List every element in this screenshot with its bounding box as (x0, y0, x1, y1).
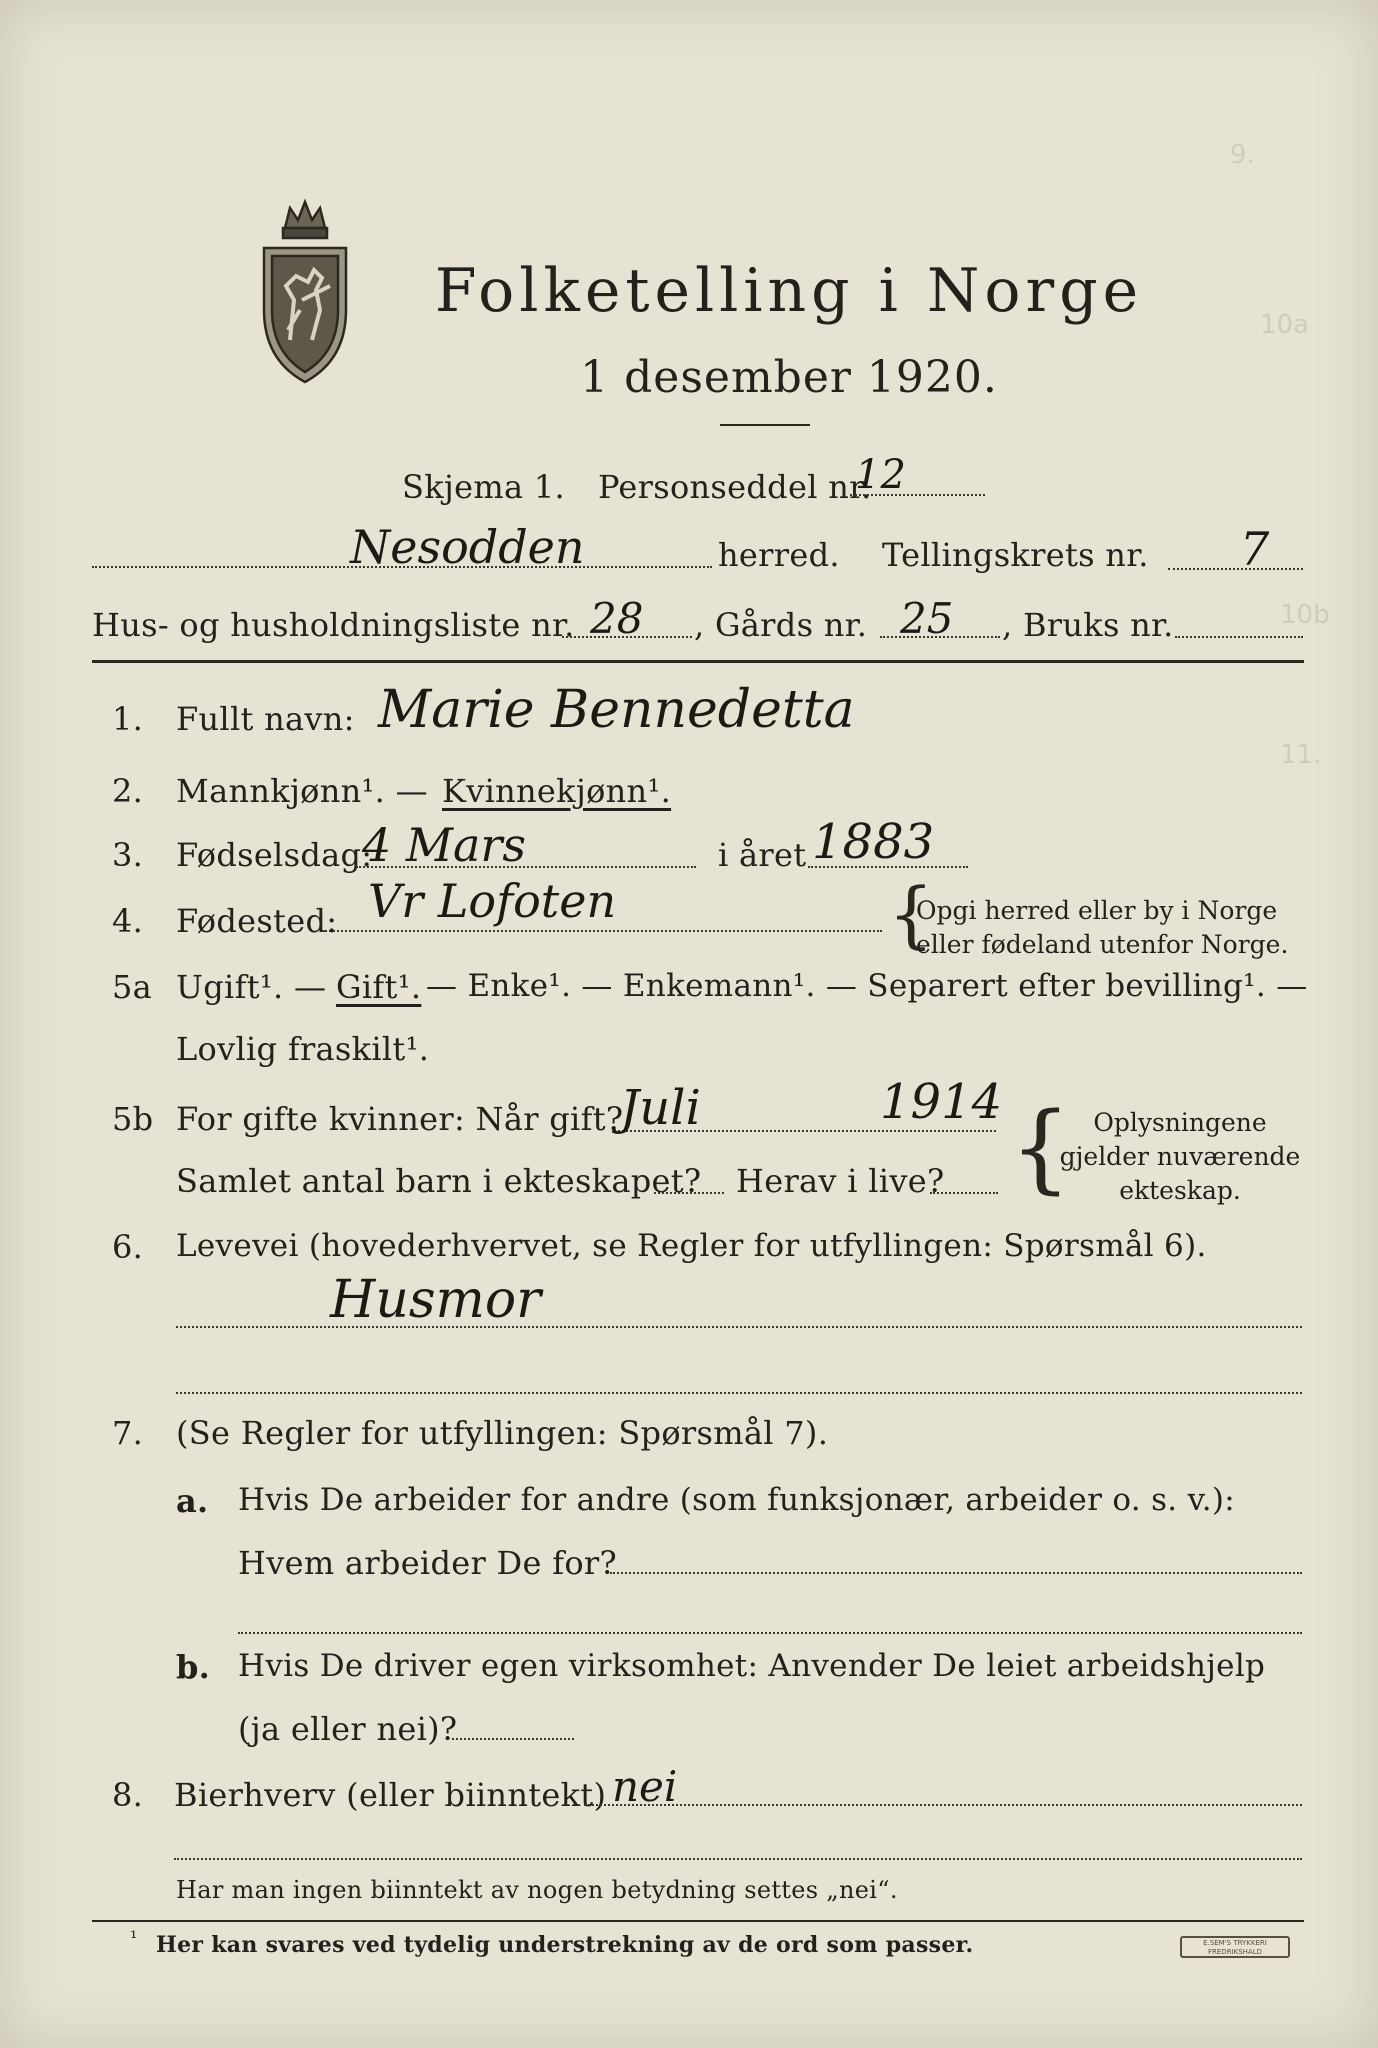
tellingskrets-label: Tellingskrets nr. (882, 536, 1149, 574)
birthplace-note-line-2: eller fødeland utenfor Norge. (916, 930, 1289, 959)
employer-line-1 (610, 1572, 1302, 1574)
birthplace-note-line-1: Opgi herred eller by i Norge (916, 896, 1278, 925)
hired-help-line (452, 1738, 574, 1740)
occupation-line-2 (176, 1392, 1302, 1394)
marital-gift-option-underlined: Gift¹. (336, 968, 422, 1006)
birth-year-value: 1883 (812, 814, 935, 870)
gender-male-option: Mannkjønn¹. — (176, 772, 428, 810)
q8-label: Bierhverv (eller biinntekt) (174, 1776, 607, 1814)
gender-female-option-underlined: Kvinnekjønn¹. (442, 772, 672, 810)
alive-line (930, 1192, 998, 1194)
q1-number: 1. (112, 700, 144, 738)
personseddel-label: Personseddel nr. (598, 468, 872, 506)
q8-number: 8. (112, 1776, 144, 1814)
year-label: i året (718, 836, 807, 874)
marriage-month-value: Juli (620, 1080, 701, 1136)
q5b-number: 5b (112, 1100, 154, 1138)
q7b-text: Hvis De driver egen virksomhet: Anvender De leiet arbeidshjelp (238, 1648, 1266, 1684)
bleed-through-text: 11. (1280, 740, 1322, 770)
marriage-note-line-1: Oplysningene (1093, 1108, 1267, 1137)
nei-instruction: Har man ingen biinntekt av nogen betydning settes „nei“. (176, 1876, 898, 1904)
bleed-through-text: 10b (1280, 600, 1330, 630)
full-name-value: Marie Bennedetta (378, 680, 855, 740)
birthplace-line (322, 930, 882, 932)
q4-label: Fødested: (176, 902, 338, 940)
gards-value: 25 (900, 594, 954, 643)
bruks-label: , Bruks nr. (1002, 606, 1174, 644)
occupation-line-1 (176, 1326, 1302, 1328)
q4-number: 4. (112, 902, 144, 940)
q3-number: 3. (112, 836, 144, 874)
bleed-through-text: 9. (1230, 140, 1255, 170)
q6-number: 6. (112, 1228, 144, 1266)
q3-label: Fødselsdag: (176, 836, 373, 874)
occupation-value: Husmor (330, 1270, 541, 1330)
birthplace-value: Vr Lofoten (368, 874, 617, 928)
q7-number: 7. (112, 1414, 144, 1452)
tellingskrets-value: 7 (1240, 522, 1270, 576)
q5b-label: For gifte kvinner: Når gift? (176, 1100, 624, 1138)
q1-label: Fullt navn: (176, 700, 355, 738)
q7b-letter: b. (176, 1648, 211, 1686)
q7-label: (Se Regler for utfyllingen: Spørsmål 7). (176, 1414, 829, 1452)
herred-value: Nesodden (350, 520, 585, 574)
bruks-line (1175, 636, 1303, 638)
gards-label: , Gårds nr. (694, 606, 868, 644)
title-divider (720, 424, 810, 426)
tellingskrets-line (1168, 568, 1303, 570)
marriage-year-value: 1914 (880, 1074, 1003, 1130)
bleed-through-text: 10a (1260, 310, 1310, 340)
q7a-text: Hvis De arbeider for andre (som funksjonær, arbeider o. s. v.): (238, 1482, 1236, 1518)
q5a-number: 5a (112, 968, 153, 1006)
hus-label: Hus- og husholdningsliste nr. (92, 606, 575, 644)
q2-number: 2. (112, 772, 144, 810)
form-title: Folketelling i Norge (434, 256, 1144, 326)
marital-ugift-option: Ugift¹. — (176, 968, 327, 1006)
footnote-text: Her kan svares ved tydelig understrekning av de ord som passer. (156, 1932, 974, 1958)
printer-mark: E.SEM'S TRYKKERI FREDRIKSHALD (1180, 1936, 1290, 1958)
marital-fraskilt-option: Lovlig fraskilt¹. (176, 1030, 430, 1068)
birthday-value: 4 Mars (362, 818, 527, 872)
marriage-note (1050, 1106, 1310, 1208)
herred-label: herred. (718, 536, 840, 574)
children-label: Samlet antal barn i ekteskapet? (176, 1162, 702, 1200)
personseddel-number: 12 (855, 452, 906, 498)
side-income-value: nei (612, 1762, 678, 1811)
q7a-letter: a. (176, 1482, 209, 1520)
skjema-label: Skjema 1. (402, 468, 565, 506)
marriage-note-brace: { (1010, 1092, 1072, 1204)
footnote-mark: ¹ (130, 1928, 138, 1949)
marriage-note-line-2: gjelder nuværende (1059, 1142, 1301, 1171)
header-rule (92, 660, 1304, 663)
employer-line-2 (238, 1632, 1302, 1634)
q7a-employer-label: Hvem arbeider De for? (238, 1544, 617, 1582)
census-date: 1 desember 1920. (580, 352, 998, 403)
q6-label: Levevei (hovederhvervet, se Regler for utfyllingen: Spørsmål 6). (176, 1228, 1207, 1264)
marital-other-options: — Enke¹. — Enkemann¹. — Separert efter bevilling¹. — (426, 968, 1308, 1004)
children-line (654, 1192, 724, 1194)
birthplace-note-brace: { (888, 872, 934, 956)
alive-label: Herav i live? (736, 1162, 945, 1200)
side-income-line-1 (584, 1804, 1302, 1806)
hus-value: 28 (590, 594, 644, 643)
marriage-note-line-3: ekteskap. (1119, 1176, 1241, 1205)
side-income-line-2 (174, 1858, 1302, 1860)
birthplace-note (916, 894, 1288, 962)
footnote-rule (92, 1920, 1304, 1922)
q7b-sub: (ja eller nei)? (238, 1710, 458, 1748)
